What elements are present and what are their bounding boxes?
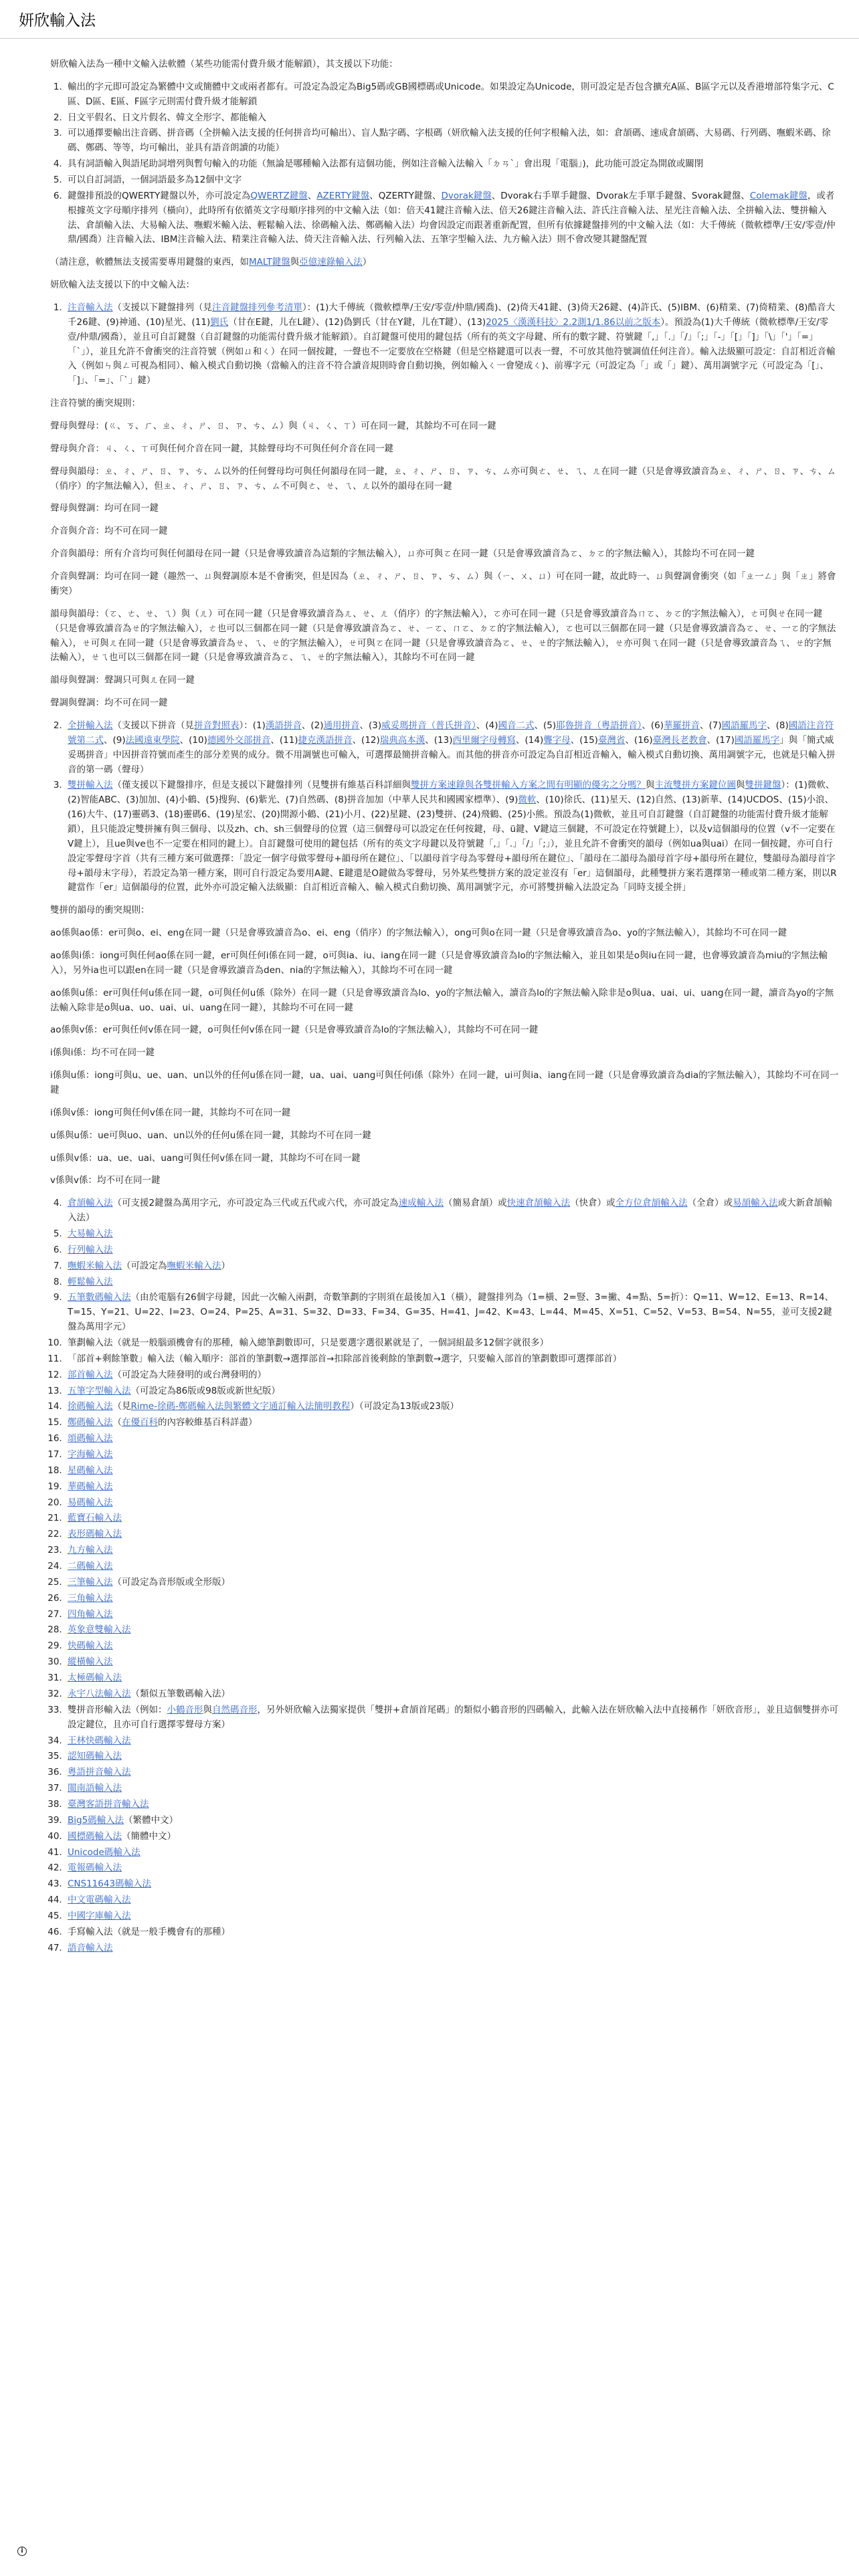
wiki-link[interactable]: 易碼輸入法 bbox=[68, 1497, 113, 1508]
wiki-link[interactable]: MALT鍵盤 bbox=[249, 257, 290, 268]
wiki-link[interactable]: Rime-徐碼-鄭碼輸入法與繁體文字通訂輸入法簡明教程 bbox=[130, 1401, 351, 1412]
list-item bbox=[65, 1543, 840, 1558]
rule-paragraph: u係與v係：ua、ue、uai、uang可與任何v係在同一鍵，其餘均不可在同一鍵 bbox=[50, 1152, 361, 1164]
wiki-link[interactable]: 藍寶石輸入法 bbox=[68, 1513, 122, 1524]
rule-paragraph: 韻母與韻母：（ㄛ、ㄜ、ㄝ、ㄟ）與（ㄦ）可在同一鍵（只是會導致讀音為ㄦ、ㄝ、ㄦ（俏序）的字無法輸入），ㄛ亦可在同一鍵（只是會導致讀音為ㄇㄛ、ㄉㄛ的字無法輸入），ㄜ可與ㄝ在同一鍵（只是會導致讀音為ㄝ的字無法輸入），ㄜ也可以三個都在同一鍵（只是會導致讀音為ㄛ、ㄝ、ㄧㄛ、ㄇㄛ、ㄉㄛ的字無法輸入），ㄛ也可以三個都在同一鍵（只是會導致讀音為ㄛ、ㄝ、一ㄛ的字無法輸入），ㄝ可與ㄦ在同一鍵（只是會導致讀音為ㄝ、ㄟ、ㄝ的字無法輸入），ㄝ可與ㄛ在同一鍵（只是會導致讀音為ㄛ、ㄝ、ㄝ的字無法輸入），ㄝ亦可與ㄟ在同一鍵（只是會導致讀音為ㄟ、ㄝ的字無法輸入），ㄝㄟ也可以三個都在同一鍵（只是會導致讀音為ㄛ、ㄟ、ㄝ的字無法輸入），其餘均不可在同一鍵 bbox=[50, 608, 836, 663]
text-run: 日文平假名、日文片假名、韓文全形字、都能輸入 bbox=[68, 112, 266, 123]
list-item bbox=[65, 1576, 840, 1590]
wiki-link[interactable]: CNS11643碼輸入法 bbox=[68, 1879, 152, 1890]
rule-paragraph: 聲母與介音：ㄐ、ㄑ、ㄒ可與任何介音在同一鍵，其餘聲母均不可與任何介音在同一鍵 bbox=[50, 443, 393, 454]
list-item bbox=[65, 1749, 840, 1764]
text-run: ）：(1)微軟、(2)智能ABC、(3)加加、(4)小鶴、(5)搜狗、(6)紫光、(7)自然碼、(8)拼音加加（中華人民共和國國家標準）、(9) bbox=[68, 780, 835, 806]
rule-paragraph: 介音與韻母：所有介音均可與任何韻母在同一鍵（只是會導致讀音為這類的字無法輸入），ㄩ亦可與ㄛ在同一鍵（只是會導致讀音為ㄛ、ㄉㄛ的字無法輸入），其餘均不可在同一鍵 bbox=[50, 548, 755, 560]
wiki-link[interactable]: 小鶴音形 bbox=[167, 1704, 203, 1715]
text-run: ） bbox=[221, 1260, 230, 1271]
wiki-link[interactable]: 雙拼輸入法 bbox=[68, 780, 113, 791]
text-run: 、(12) bbox=[352, 734, 380, 746]
wiki-link[interactable]: 注音輸入法 bbox=[68, 302, 113, 314]
wiki-link[interactable]: 臺灣客語拼音輸入法 bbox=[68, 1798, 149, 1810]
text-run: 、(11) bbox=[270, 734, 298, 746]
text-run: 、(14) bbox=[516, 734, 544, 746]
text-run: 雙拼音形輸入法（例如： bbox=[68, 1704, 167, 1715]
info-icon[interactable]: i bbox=[17, 2547, 27, 2556]
text-run: （全倉）或 bbox=[687, 1198, 733, 1209]
text-run: （簡體中文） bbox=[122, 1830, 176, 1842]
rule-paragraph: 聲調與聲調：均不可在同一鍵 bbox=[50, 697, 168, 709]
wiki-link[interactable]: 頌碼輸入法 bbox=[68, 1433, 113, 1444]
text-run: （ bbox=[112, 1417, 122, 1428]
list-item bbox=[65, 1196, 840, 1226]
text-run: （繁體中文） bbox=[124, 1814, 179, 1826]
wiki-link[interactable]: 華羅拼音 bbox=[664, 720, 700, 731]
text-run: （可設定為大陸發明的或台灣發明的） bbox=[112, 1369, 266, 1380]
list-item bbox=[65, 1527, 840, 1542]
wiki-link[interactable]: 法國遠東學院 bbox=[125, 734, 180, 746]
text-run: 「部首+剩餘筆數」輸入法（輸入順序：部首的筆劃數→選擇部首→扣除部首後剩餘的筆劃數→選字，只要輸入部首的筆劃數即可選擇部首） bbox=[68, 1353, 622, 1364]
text-run: 輸出的字元即可設定為繁體中文或簡體中文或兩者都有。可設定為設定為Big5碼或GB國標碼或Unicode。如果設定為Unicode，則可設定是否包含擴充A區、B區字元以及香港增部符集字元、C區、D區、E區、F區字元則需付費升級才能解鎖 bbox=[68, 81, 834, 107]
text-run: （簡易倉頡）或 bbox=[444, 1198, 507, 1209]
wiki-link[interactable]: 三角輸入法 bbox=[68, 1592, 113, 1604]
text-run: ，或者根據英文字母順序排列（橫向），此時所有依循英文字母順序排列的中文輸入法（如：倍天41鍵注音輸入法、倍天26鍵注音輸入法、許氏注音輸入法、星光注音輸入法、全拼輸入法、雙拼輸入法、倉頡輸入法、大易輸入法、嘸蝦米輸入法、輕鬆輸入法、徐碼輸入法、鄭碼輸入法）均會因設定而跟著重新配置，但所有依據鍵盤排列的中文輸入法（如：大千傳統（微軟標準/王安/零壹/仲鼎/國喬）注音輸入法、IBM注音輸入法、精業注音輸入法、倚天注音輸入法、行列輸入法、五筆字型輸入法、九方輸入法）則不會改變其鍵盤配置 bbox=[68, 190, 836, 245]
text-run: （可設定為音形版或全形版） bbox=[112, 1576, 230, 1588]
list-item bbox=[65, 1448, 840, 1463]
rule-paragraph: 聲母與韻母：ㄓ、ㄔ、ㄕ、ㄖ、ㄗ、ㄘ、ㄙ以外的任何聲母均可與任何韻母在同一鍵，ㄓ、ㄔ、ㄕ、ㄖ、ㄗ、ㄘ、ㄙ亦可與ㄜ、ㄝ、ㄟ、ㄦ在同一鍵（只是會導致讀音為ㄓ、ㄔ、ㄕ、ㄖ、ㄗ、ㄘ、ㄙ（俏序）的字無法輸入），但ㄓ、ㄔ、ㄕ、ㄖ、ㄗ、ㄘ、ㄙ不可與ㄜ、ㄝ、ㄟ、ㄦ以外的韻母在同一鍵 bbox=[50, 465, 836, 492]
text-run: （見 bbox=[112, 1401, 131, 1412]
text-run: 與 bbox=[736, 780, 745, 791]
note-paragraph bbox=[50, 255, 840, 270]
list-item bbox=[65, 1765, 840, 1780]
wiki-link[interactable]: 太極碼輸入法 bbox=[68, 1673, 122, 1684]
list-item bbox=[65, 1846, 840, 1860]
text-run: （支援以下鍵盤排列（見 bbox=[112, 302, 212, 314]
text-run: 筆劃輸入法（就是一般腦頭機會有的那種，輸入總筆劃數即可，只是要選字選很累就是了，一個詞組最多12個字就很多） bbox=[68, 1337, 549, 1349]
wiki-link[interactable]: 主流雙拼方案鍵位圖 bbox=[654, 780, 736, 791]
list-item bbox=[65, 1560, 840, 1574]
text-run: 或大新倉頡輸入法） bbox=[68, 1198, 832, 1224]
rule-paragraph: 介音與聲調：均可在同一鍵（趣然一、ㄩ與聲調原本是不會衝突，但是因為（ㄓ、ㄔ、ㄕ、ㄖ、ㄗ、ㄘ、ㄙ）與（ㄧ、ㄨ、ㄩ）可在同一鍵，故此時一、ㄩ與聲調會衝突（如「ㄓ一ㄥ」與「ㄓ」將會衝突） bbox=[50, 571, 836, 597]
text-run: 具有詞語輸入與語尾助詞增列與暫句輸入的功能（無論是哪種輸入法都有這個功能，例如注音輸入法輸入「ㄉㄢˋ」會出現「電腦」)，此功能可設定為開啟或關閉 bbox=[68, 158, 704, 170]
wiki-link[interactable]: 德國外交部拼音 bbox=[207, 734, 271, 746]
list-item bbox=[65, 1496, 840, 1511]
list-item bbox=[65, 1511, 840, 1526]
list-item bbox=[65, 1623, 840, 1638]
text-run: ）（可設定為13版或23版） bbox=[350, 1401, 459, 1412]
shuangpin-rule-heading: 雙拼的韻母的衝突規則： bbox=[50, 905, 150, 916]
list-item bbox=[65, 778, 840, 895]
list-item bbox=[65, 1782, 840, 1796]
wiki-link[interactable]: 永宇八法輸入法 bbox=[68, 1688, 131, 1699]
list-item bbox=[65, 173, 840, 188]
wiki-link[interactable]: 華碼輸入法 bbox=[68, 1481, 113, 1492]
wiki-link[interactable]: 中國字庫輸入法 bbox=[68, 1910, 131, 1921]
wiki-link[interactable]: 聾字母 bbox=[543, 734, 571, 746]
list-item bbox=[65, 1734, 840, 1749]
wiki-link[interactable]: 注音鍵盤排列參考清單 bbox=[212, 302, 302, 314]
wiki-link[interactable]: 捷克漢語拼音 bbox=[298, 734, 353, 746]
wiki-link[interactable]: 國語注音符號第二式 bbox=[68, 720, 834, 746]
list-item bbox=[65, 1814, 840, 1828]
list-item bbox=[65, 1608, 840, 1622]
bopomofo-method-list bbox=[50, 301, 840, 389]
wiki-link[interactable]: 閩南語輸入法 bbox=[68, 1783, 122, 1794]
text-run: 、(8) bbox=[767, 720, 789, 731]
wiki-link[interactable]: 三筆輸入法 bbox=[68, 1576, 113, 1588]
text-run: （類似五筆數碼輸入法） bbox=[130, 1688, 230, 1699]
wiki-link[interactable]: 速成輸入法 bbox=[398, 1198, 444, 1209]
rule-paragraph: ao係與ao係：er可與o、ei、eng在同一鍵（只是會導致讀音為o、ei、eng（俏序）的字無法輸入），ong可與o在同一鍵（只是會導致讀音為o、yo的字無法輸入），其餘均不可在同一鍵 bbox=[50, 928, 787, 939]
wiki-link[interactable]: Colemak鍵盤 bbox=[749, 190, 807, 201]
text-run: （請注意，軟體無法支援需要專用鍵盤的東西，如 bbox=[50, 257, 249, 268]
wiki-link[interactable]: 國音二式 bbox=[498, 720, 535, 731]
list-item bbox=[65, 1464, 840, 1479]
wiki-link[interactable]: 五筆數碼輸入法 bbox=[68, 1292, 131, 1303]
list-item bbox=[65, 1798, 840, 1812]
wiki-link[interactable]: 劉氏 bbox=[210, 316, 229, 328]
wiki-link[interactable]: 大易輸入法 bbox=[68, 1228, 113, 1239]
rule-paragraph: i係與v係：iong可與任何v係在同一鍵，其餘均不可在同一鍵 bbox=[50, 1107, 291, 1118]
wiki-link[interactable]: QWERTZ鍵盤 bbox=[250, 190, 308, 201]
text-run: 、(5) bbox=[534, 720, 557, 731]
list-item bbox=[65, 719, 840, 777]
wiki-link[interactable]: 全拼輸入法 bbox=[68, 720, 113, 731]
rule-paragraph: 介音與介音：均不可在同一鍵 bbox=[50, 526, 168, 537]
page-header bbox=[0, 0, 859, 39]
text-run: 、(2) bbox=[301, 720, 324, 731]
wiki-link[interactable]: 鄭碼輸入法 bbox=[68, 1417, 113, 1428]
text-run: （支援以下拼音（見 bbox=[112, 720, 194, 731]
text-run: ） bbox=[362, 257, 372, 268]
wiki-link[interactable]: 易頡輸入法 bbox=[733, 1198, 778, 1209]
wiki-link[interactable]: 二碼輸入法 bbox=[68, 1561, 113, 1572]
text-run: （快倉）或 bbox=[570, 1198, 615, 1209]
text-run: ）：(1)大千傳統（微軟標準/王安/零壹/仲鼎/國喬)、(2)倚天41鍵、(3)倚天26鍵、(4)許氏、(5)IBM、(6)精業、(7)倚精業、(8)酷音大千26鍵、(9)神通、(10)星光、(11) bbox=[68, 302, 835, 328]
list-item bbox=[65, 1592, 840, 1606]
list-item bbox=[65, 1925, 840, 1940]
feature-list bbox=[50, 80, 840, 247]
text-run: 、Dvorak右手單手鍵盤、Dvorak左手單手鍵盤、Svorak鍵盤、 bbox=[491, 190, 750, 201]
list-item bbox=[65, 1941, 840, 1956]
text-run: 、(17) bbox=[706, 734, 735, 746]
list-item bbox=[65, 1336, 840, 1351]
wiki-link[interactable]: 徐碼輸入法 bbox=[68, 1401, 113, 1412]
rule-paragraph: i係與i係：均不可在同一鍵 bbox=[50, 1047, 155, 1059]
wiki-link[interactable]: 嘸蝦米輸入法 bbox=[167, 1260, 221, 1271]
text-run: （可設定為86版或98版或新世紀版） bbox=[130, 1385, 280, 1396]
wiki-link[interactable]: 拼音對照表 bbox=[194, 720, 240, 731]
rule-paragraph: 聲母與聲母：(ㄍ、ㄎ、ㄏ、ㄓ、ㄔ、ㄕ、ㄖ、ㄗ、ㄘ、ㄙ）與（ㄐ、ㄑ、ㄒ）可在同一鍵，其餘均不可在同一鍵 bbox=[50, 421, 496, 432]
list-item bbox=[65, 1416, 840, 1430]
list-item bbox=[65, 1909, 840, 1924]
wiki-link[interactable]: 九方輸入法 bbox=[68, 1545, 113, 1556]
wiki-link[interactable]: 通用拼音 bbox=[323, 720, 360, 731]
wiki-link[interactable]: 威妥瑪拼音（普氏拼音） bbox=[381, 720, 476, 731]
wiki-link[interactable]: 耶魯拼音（粵語拼音） bbox=[556, 720, 642, 731]
wiki-link[interactable]: 行列輸入法 bbox=[68, 1244, 113, 1255]
text-run: 手寫輸入法（就是一般手機會有的那種） bbox=[68, 1926, 230, 1937]
rule-paragraph: i係與u係：iong可與u、ue、uan、un以外的任何u係在同一鍵，ua、uai、uang可與任何i係（除外）在同一鍵，ui可與ia、iang在同一鍵（只是會導致讀音為dia的字無法輸入），其餘均不可在同一鍵 bbox=[50, 1070, 839, 1095]
list-item bbox=[65, 1259, 840, 1274]
wiki-link[interactable]: 全方位倉頡輸入法 bbox=[615, 1198, 688, 1209]
list-item bbox=[65, 1893, 840, 1908]
text-run: 、(16) bbox=[625, 734, 653, 746]
wiki-link[interactable]: 輕鬆輸入法 bbox=[68, 1276, 113, 1287]
list-item bbox=[65, 1703, 840, 1733]
wiki-link[interactable]: 雙拼鍵盤 bbox=[745, 780, 781, 791]
wiki-link[interactable]: 自然碼音形 bbox=[212, 1704, 258, 1715]
wiki-link[interactable]: 字海輸入法 bbox=[68, 1449, 113, 1461]
text-run: 鍵盤排預設的QWERTY鍵盤以外，亦可設定為 bbox=[68, 190, 251, 201]
text-run: （可設定為 bbox=[122, 1260, 167, 1271]
list-item bbox=[65, 80, 840, 110]
text-run: 與 bbox=[203, 1704, 212, 1715]
wiki-link[interactable]: 2025〈漢漢科技〉2.2測1/1.86以前之版本 bbox=[486, 316, 661, 328]
rule-paragraph: 韻母與聲調：聲調只可與ㄦ在同一鍵 bbox=[50, 675, 195, 686]
wiki-link[interactable]: 瑞典高本漢 bbox=[379, 734, 425, 746]
wiki-link[interactable]: 王林快碼輸入法 bbox=[68, 1735, 131, 1746]
wiki-link[interactable]: AZERTY鍵盤 bbox=[316, 190, 370, 201]
wiki-link[interactable]: 雙拼方案速錄與各雙拼輸入方案之間有明顯的優劣之分嗎？ bbox=[411, 780, 646, 791]
wiki-link[interactable]: 國語羅馬字 bbox=[721, 720, 767, 731]
article-body bbox=[50, 58, 840, 1964]
text-run: 可以自訂詞語，一個詞語最多為12個中文字 bbox=[68, 175, 242, 186]
list-item bbox=[65, 1830, 840, 1844]
list-item bbox=[65, 189, 840, 247]
wiki-link[interactable]: 嘸蝦米輸入法 bbox=[68, 1260, 122, 1271]
list-item bbox=[65, 111, 840, 126]
rule-paragraph: v係與v係：均不可在同一鍵 bbox=[50, 1175, 161, 1186]
wiki-link[interactable]: 電報碼輸入法 bbox=[68, 1862, 122, 1874]
intro-paragraph: 妍欣輸入法為一種中文輸入法軟體（某些功能需付費升級才能解鎖），其支援以下功能： bbox=[50, 59, 398, 70]
text-run: 、(3) bbox=[359, 720, 382, 731]
text-run: （由於電腦有26個字母鍵，因此一次輸入兩劃，奇數筆劃的字則須在最後加入1（橫），鍵盤排列為（1=橫、2=豎、3=撇、4=點、5=折）：Q=11、W=12、E=13、R=14、T=15、Y=21、U=22、I=23、O=24、P=25、A=31、S=32、D=33、F=34、G=35、H=41、J=42、K=43、L=44、M=45、X=51、C=52、V=53、B=54、N=55，並可支援2鍵盤為萬用字元） bbox=[68, 1292, 834, 1333]
wiki-link[interactable]: Big5碼輸入法 bbox=[68, 1814, 124, 1826]
wiki-link[interactable]: 縱橫輸入法 bbox=[68, 1656, 113, 1668]
text-run: （甘在E鍵，儿在L鍵）、(12)偽劉氏（甘在Y鍵，儿在T鍵）、(13) bbox=[228, 316, 486, 328]
list-item bbox=[65, 1480, 840, 1495]
rule-paragraph: ao係與v係：er可與任何v係在同一鍵，o可與任何v係在同一鍵（只是會導致讀音為lo的字無法輸入），其餘均不可在同一鍵 bbox=[50, 1025, 539, 1036]
wiki-link[interactable]: 國語羅馬字 bbox=[734, 734, 780, 746]
wiki-link[interactable]: 部首輸入法 bbox=[68, 1369, 113, 1380]
wiki-link[interactable]: 認知碼輸入法 bbox=[68, 1751, 122, 1762]
wiki-link[interactable]: 臺灣省 bbox=[597, 734, 626, 746]
wiki-link[interactable]: 國標碼輸入法 bbox=[68, 1830, 122, 1842]
wiki-link[interactable]: 快碼輸入法 bbox=[68, 1640, 113, 1652]
text-run: 、(10)徐氏、(11)星天、(12)自然、(13)新華、(14)UCDOS、(15)小浪、(16)大牛、(17)靈碼3、(18)靈碼6、(19)星宏、(20)開源小鶴、(21)小月、(22)星鍵、(23)雙拼、(24)飛鶴、(25)小熊。預設為(1)微軟，並且可自訂鍵盤（自訂鍵盤的功能需付費升級才能解鎖），且只能設定雙拼擁有與三個母、以及zh、ch、sh三個聲母的位置（這三個聲母可以設定在任何按鍵，母、ü鍵、V鍵這三個鍵，不可設定在符號鍵上），以及v這個韻母的位置（v不一定要在V鍵上），且ue與ve也不一定要在相同的鍵上）。自訂鍵盤可使用的鍵包括（所有的英文字母鍵以及符號鍵「,」「.」「/」「;」），並且允許不會衝突的韻母（例如ua與uai）在同一個按鍵，亦可自行設定零聲母字首（共有三種方案可做選擇：「設定一個字母做零聲母+韻母所在鍵位」、「以韻母首字母為零聲母+韻母所在鍵位」、「韻母在二韻母為韻母首字母+韻母所在鍵位，雙韻母為韻母首字母+韻母末字母），若設定為第一種方案，則可自行設定為要用A鍵、E鍵還是O鍵做為零聲母，另外某些雙拼方案的設定並沒有「er」這個韻母，此種雙拼方案若選擇第一種或第二種方案，則以R鍵當作「er」這個韻母的位置，此外亦可設定輸入法級顯：自訂相近音輸入、輸入模式自動切換、萬用調號字元，亦可將雙拼輸入法設定為「同時支援全拼」 bbox=[68, 794, 837, 893]
list-item bbox=[65, 301, 840, 389]
list-item bbox=[65, 1432, 840, 1446]
rule-paragraph: ao係與u係：er可與任何u係在同一鍵，o可與任何u係（除外）在同一鍵（只是會導致讀音為lo、yo的字無法輸入，讀音為lo的字無法輸入除非是o與ua、uai、ui、uang在同一鍵，讀音為yo的字無法輸入除非是o與ua、uo、uai、ui、uang在同一鍵），其餘均不可在同一鍵 bbox=[50, 987, 834, 1013]
list-item bbox=[65, 1227, 840, 1242]
list-item bbox=[65, 1368, 840, 1383]
list-item bbox=[65, 1877, 840, 1892]
wiki-link[interactable]: 中文電碼輸入法 bbox=[68, 1895, 131, 1906]
list-item bbox=[65, 1639, 840, 1654]
rule-paragraph: u係與u係：ue可與uo、uan、un以外的任何u係在同一鍵，其餘均不可在同一鍵 bbox=[50, 1130, 371, 1141]
wiki-link[interactable]: 英象意雙輸入法 bbox=[68, 1624, 131, 1636]
wiki-link[interactable]: 五筆字型輸入法 bbox=[68, 1385, 131, 1396]
wiki-link[interactable]: 快速倉頡輸入法 bbox=[506, 1198, 571, 1209]
wiki-link[interactable]: 四角輸入法 bbox=[68, 1608, 113, 1620]
text-run: 、(10) bbox=[179, 734, 207, 746]
wiki-link[interactable]: 在優百科 bbox=[122, 1417, 158, 1428]
text-run: 、 bbox=[307, 190, 317, 201]
text-run: 與 bbox=[290, 257, 300, 268]
wiki-link[interactable]: Unicode碼輸入法 bbox=[68, 1846, 140, 1858]
list-item bbox=[65, 157, 840, 172]
text-run: （可支援2鍵盤為萬用字元，亦可設定為三代或五代或六代，亦可設定為 bbox=[112, 1198, 399, 1209]
text-run: 」與「簡式威妥瑪拼音」中因拼音符號而產生的部分差異的成分。微不用調號也可輸入，可選擇最簡拼音輸入。而其他的拼音亦可設定為自訂相近音輸入，輸入模式自動切換、萬用調號字元，也就是只輸入拼音的第一碼（聲母） bbox=[68, 734, 836, 775]
support-intro: 妍欣輸入法支援以下的中文輸入法： bbox=[50, 280, 195, 291]
text-run: 的內容較維基百科詳盡） bbox=[158, 1417, 258, 1428]
list-item bbox=[65, 1243, 840, 1258]
text-run: 、QZERTY鍵盤、 bbox=[369, 190, 442, 201]
text-run: 、(13) bbox=[425, 734, 453, 746]
wiki-link[interactable]: 粵語拼音輸入法 bbox=[68, 1767, 131, 1778]
text-run: ）：(1) bbox=[239, 720, 266, 731]
wiki-link[interactable]: Dvorak鍵盤 bbox=[441, 190, 492, 201]
wiki-link[interactable]: 漢語拼音 bbox=[265, 720, 302, 731]
text-run: ）。預設為(1)大千傳統（微軟標準/王安/零壹/仲鼎/國喬），並且可自訂鍵盤（自訂鍵盤的功能需付費升級才能解鎖）。自訂鍵盤可使用的鍵包括（所有的英文字母鍵、所有的數字鍵、符號鍵「,」「.」「/」「;」「-」「[」「]」「\」「'」「=」「`」），並且允許不會衝突的注音符號（例如ㄩ和ㄑ）在同一個按鍵，一聲也不一定要放在空格鍵（但是空格鍵還可以表一聲，不可放其他符號調值任何注音）。輸入法級顯可設定：自訂相近音輸入（例如ㄣ與ㄥ可視為相同）、輸入模式自動切換（當輸入的注音不符合讀音規則時會自動切換，例如輸入ㄑ一會變成ㄑ)、前導字元（可設定為「」或「」鍵）、萬用調號字元（可設定為「[」、「]」、「=」、「`」鍵） bbox=[68, 316, 836, 387]
wiki-link[interactable]: 倉頡輸入法 bbox=[68, 1198, 113, 1209]
text-run: 可以通擇要輸出注音碼、拼音碼（全拼輸入法支援的任何拼音均可輸出）、盲人點字碼、字根碼（妍欣輸入法支援的任何字根輸入法，如：倉頡碼、速成倉頡碼、大易碼、行列碼、嘸蝦米碼、徐碼、鄭碼、等等，均可輸出，並具有語音朗讀的功能） bbox=[68, 128, 831, 154]
wiki-link[interactable]: 微軟 bbox=[518, 794, 537, 806]
rule-heading: 注音符號的衝突規則： bbox=[50, 398, 140, 409]
wiki-link[interactable]: 星碼輸入法 bbox=[68, 1465, 113, 1476]
list-item bbox=[65, 1275, 840, 1290]
wiki-link[interactable]: 臺灣長老教會 bbox=[652, 734, 707, 746]
list-item bbox=[65, 1687, 840, 1702]
text-run: 、(4) bbox=[476, 720, 498, 731]
text-run: 、(15) bbox=[570, 734, 598, 746]
list-item bbox=[65, 1291, 840, 1335]
rule-paragraph: 聲母與聲調：均可在同一鍵 bbox=[50, 503, 159, 514]
text-run: 與 bbox=[646, 780, 655, 791]
page-title: 妍欣輸入法 bbox=[19, 12, 96, 29]
list-item bbox=[65, 126, 840, 156]
list-item bbox=[65, 1352, 840, 1367]
pinyin-method-list bbox=[50, 719, 840, 895]
other-method-list bbox=[50, 1196, 840, 1955]
wiki-link[interactable]: 表形碼輸入法 bbox=[68, 1529, 122, 1540]
text-run: 、(7) bbox=[700, 720, 722, 731]
text-run: （僅支援以下鍵盤排序，但是支援以下鍵盤排列（見雙拼有維基百科詳細與 bbox=[112, 780, 411, 791]
wiki-link[interactable]: 西里爾字母轉寫 bbox=[452, 734, 516, 746]
list-item bbox=[65, 1655, 840, 1670]
list-item bbox=[65, 1671, 840, 1686]
wiki-link[interactable]: 語音輸入法 bbox=[68, 1942, 113, 1953]
list-item bbox=[65, 1861, 840, 1876]
list-item bbox=[65, 1400, 840, 1414]
text-run: ，另外妍欣輸入法獨家提供「雙拼+倉頡首尾碼」的類似小鶴音形的四碼輸入，此輸入法在妍欣輸入法中直接稱作「妍欣音形」，並且這個雙拼亦可設定鍵位，且亦可自行選擇零聲母方案） bbox=[68, 1704, 839, 1730]
rule-paragraph: ao係與i係：iong可與任何ao係在同一鍵，er可與任何i係在同一鍵，o可與ia、iu、iang在同一鍵（只是會導致讀音為lo的字無法輸入，並且如果是o與iu在同一鍵，也會導致讀音為miu的字無法輸入），另外ia也可以跟en在同一鍵（只是會導致讀音為den、nia的字無法輸入），其餘均不可在同一鍵 bbox=[50, 950, 828, 976]
text-run: 、(9) bbox=[104, 734, 126, 746]
list-item bbox=[65, 1384, 840, 1399]
text-run: 、(6) bbox=[642, 720, 664, 731]
wiki-link[interactable]: 亞億速錄輸入法 bbox=[299, 257, 363, 268]
